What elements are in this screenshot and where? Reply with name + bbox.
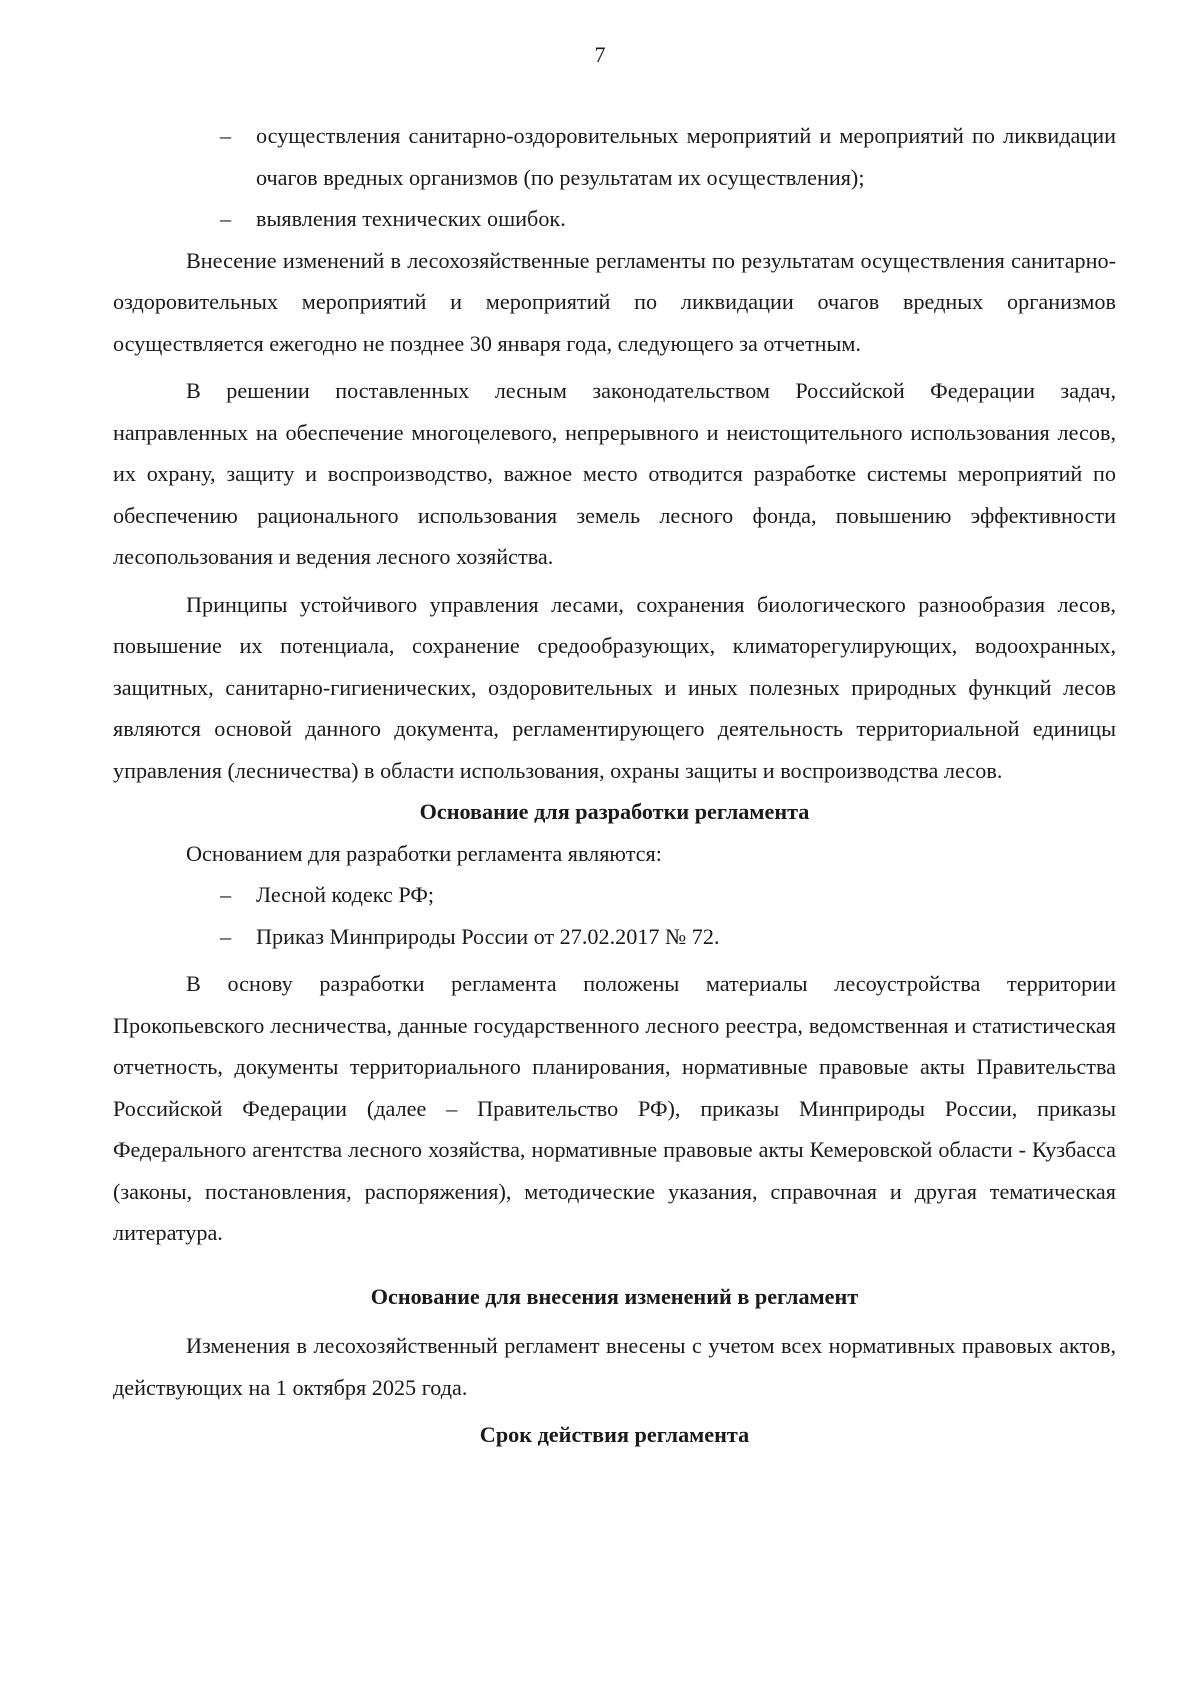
paragraph: В решении поставленных лесным законодательством Российской Федерации задач, направленных на обеспечение многоцелевого, непрерывного и неистощительного использования лесов, их охрану, защиту и воспроизводство, важное место отводится разработке системы мероприятий по обеспечению рационального использования земель лесного фонда, повышению эффективности лесопользования и ведения лесного хозяйства. xyxy=(113,378,1116,569)
paragraph: Изменения в лесохозяйственный регламент внесены с учетом всех нормативных правовых актов, действующих на 1 октября 2025 года. xyxy=(113,1333,1116,1400)
paragraph: Внесение изменений в лесохозяйственные регламенты по результатам осуществления санитарно-оздоровительных мероприятий и мероприятий по ликвидации очагов вредных организмов осуществляется ежегодно не позднее 30 января года, следующего за отчетным. xyxy=(113,247,1116,356)
section-heading: Основание для разработки регламента xyxy=(419,799,810,824)
list-item-text: Лесной кодекс РФ; xyxy=(256,882,435,907)
list-item-text: Приказ Минприроды России от 27.02.2017 № 72. xyxy=(256,923,720,949)
paragraph: Основанием для разработки регламента являются: xyxy=(186,840,662,866)
list-item xyxy=(113,916,1116,958)
list-dash: – xyxy=(220,206,232,231)
page-number: 7 xyxy=(594,42,606,67)
list-item xyxy=(113,874,1116,916)
list-item xyxy=(113,198,1116,240)
list-dash: – xyxy=(220,882,232,907)
paragraph: В основу разработки регламента положены материалы лесоустройства территории Прокопьевского лесничества, данные государственного лесного реестра, ведомственная и статистическая отчетность, документы территориального планирования, нормативные правовые акты Правительства Российской Федерации (далее – Правительство РФ), приказы Минприроды России, приказы Федерального агентства лесного хозяйства, нормативные правовые акты Кемеровской области - Кузбасса (законы, постановления, распоряжения), методические указания, справочная и другая тематическая литература. xyxy=(113,971,1116,1245)
list-dash: – xyxy=(220,123,232,148)
section-heading: Основание для внесения изменений в регламент xyxy=(370,1283,859,1309)
paragraph: Принципы устойчивого управления лесами, сохранения биологического разнообразия лесов, повышение их потенциала, сохранение средообразующих, климаторегулирующих, водоохранных, защитных, санитарно-гигиенических, оздоровительных и иных полезных природных функций лесов являются основой данного документа, регламентирующего деятельность территориальной единицы управления (лесничества) в области использования, охраны защиты и воспроизводства лесов. xyxy=(113,591,1116,783)
list-item xyxy=(113,115,1116,198)
list-dash: – xyxy=(220,923,232,949)
list-item-text: осуществления санитарно-оздоровительных мероприятий и мероприятий по ликвидации очагов вредных организмов (по результатам их осуществления); xyxy=(256,123,1116,190)
document-body xyxy=(113,115,1116,1456)
section-heading: Срок действия регламента xyxy=(479,1422,750,1447)
list-item-text: выявления технических ошибок. xyxy=(256,206,566,231)
